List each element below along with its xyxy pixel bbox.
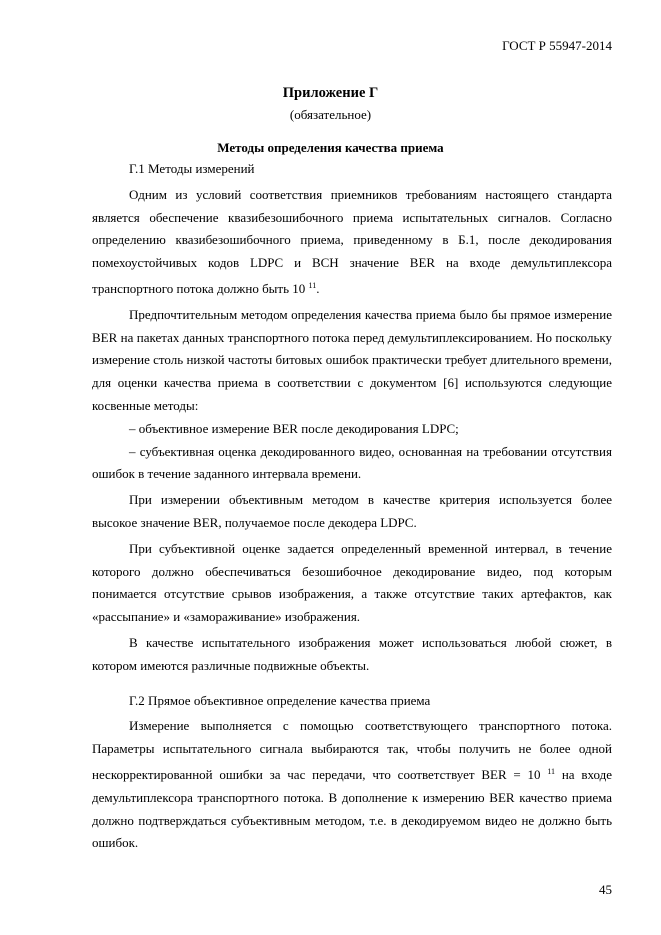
exponent: 11 bbox=[308, 280, 317, 290]
paragraph-2: Предпочтительным методом определения качества приема было бы прямое измерение BER на пакетах данных транспортного потока перед демультиплексированием. Но поскольку измерение столь низкой частоты битовых ошибок практически требует длительного времени, для оценки качества приема в соответствии с документом [6] используются следующие косвенные методы: bbox=[92, 306, 612, 413]
exponent: 11 bbox=[547, 766, 556, 776]
list-item-1: – объективное измерение BER после декодирования LDPC; bbox=[129, 420, 459, 436]
page-number: 45 bbox=[599, 882, 612, 897]
paragraph-1 bbox=[92, 184, 612, 301]
paragraph-6-text: Измерение выполняется с помощью соответствующего транспортного потока. Параметры испытательного сигнала выбираются так, чтобы получить не более одной нескорректированной ошибки за час передачи, что соответствует BER = 10 bbox=[92, 718, 612, 782]
paragraph-6-end: на входе демультиплексора транспортного потока. В дополнение к измерению BER качество приема должно подтверждаться субъективным методом, т.е. в декодируемом видео не должно быть ошибок. bbox=[92, 766, 613, 851]
paragraph-1-text: Одним из условий соответствия приемников требованиям настоящего стандарта является обеспечение квазибезошибочного приема испытательных сигналов. Согласно определению квазибезошибочного приема, приведенному в Б.1, после декодирования помехоустойчивых кодов LDPC и BCH значение BER на входе демультиплексора транспортного потока должно быть 10 bbox=[92, 186, 612, 296]
standard-number: ГОСТ Р 55947-2014 bbox=[502, 38, 612, 53]
paragraph-4: При субъективной оценке задается определенный временной интервал, в течение которого должно обеспечиваться безошибочное декодирование видео, под которым понимается отсутствие срывов изображения, а также отсутствие таких артефактов, как «рассыпание» и «замораживание» изображения. bbox=[92, 540, 612, 625]
section-title: Методы определения качества приема bbox=[217, 140, 444, 155]
paragraph-5: В качестве испытательного изображения может использоваться любой сюжет, в котором имеются различные подвижные объекты. bbox=[92, 634, 612, 673]
paragraph-1-end: . bbox=[316, 280, 320, 296]
paragraph-3: При измерении объективным методом в качестве критерия используется более высокое значение BER, получаемое после декодера LDPC. bbox=[92, 492, 612, 530]
appendix-title: Приложение Г bbox=[282, 85, 379, 101]
appendix-subtitle: (обязательное) bbox=[289, 107, 372, 122]
subsection-heading-g2: Г.2 Прямое объективное определение качества приема bbox=[129, 692, 431, 708]
body-text bbox=[92, 158, 612, 855]
list-item-2: – субъективная оценка декодированного видео, основанная на требовании отсутствия ошибок в течение заданного интервала времени. bbox=[92, 443, 612, 482]
subsection-heading-g1: Г.1 Методы измерений bbox=[129, 161, 255, 176]
paragraph-6 bbox=[92, 715, 612, 855]
